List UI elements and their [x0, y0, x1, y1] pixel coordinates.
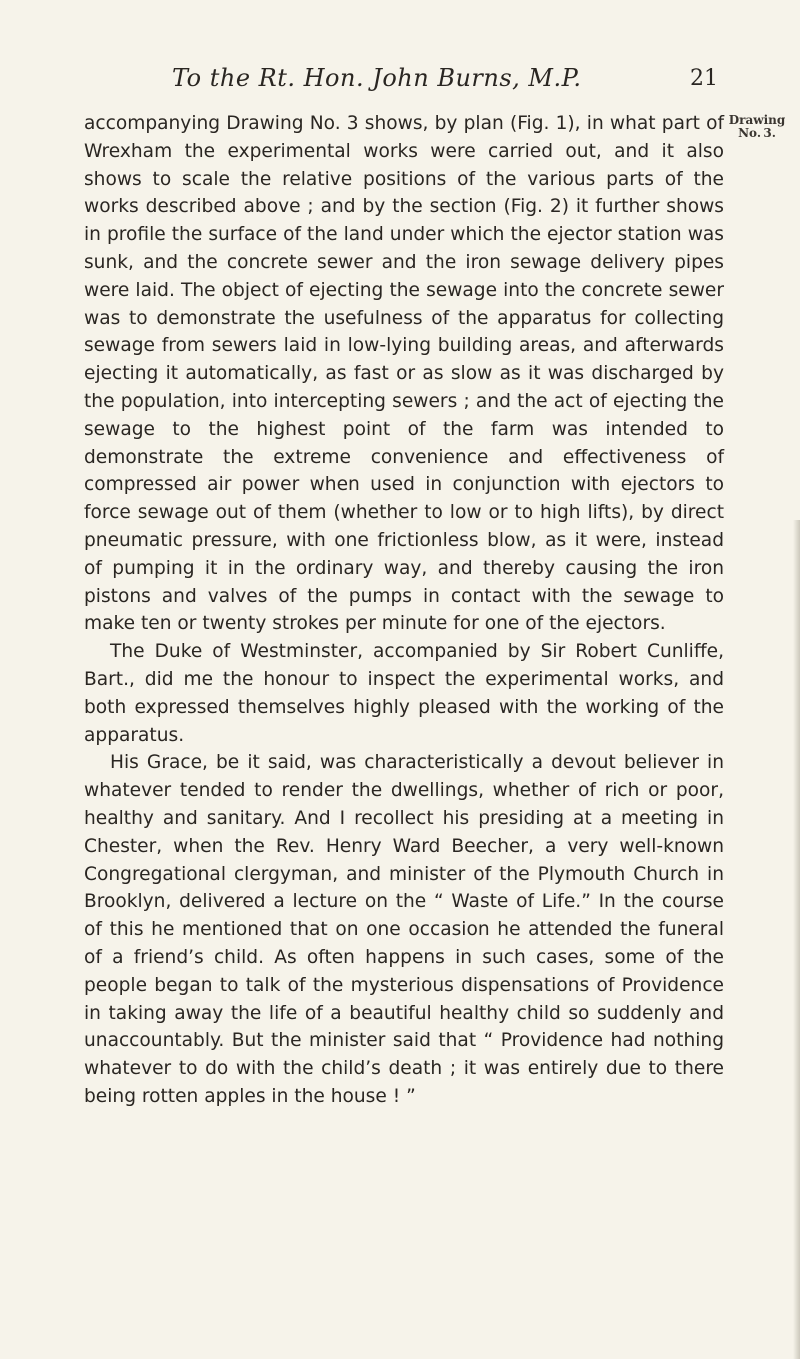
paragraph-duke-visit: The Duke of Westminster, accompanied by Sir Robert Cunliffe, Bart., did me the honour to inspect the experimental works, and both expressed themselves highly pleased with the working of the apparatus. [84, 641, 724, 746]
margin-note-line-1: Drawing [728, 113, 786, 127]
page-number: 21 [690, 66, 718, 91]
paragraph-beecher-anecdote: His Grace, be it said, was characteristically a devout believer in whatever tended to render the dwellings, whether of rich or poor, healthy and sanitary. And I recollect his presiding at a meeting in Chester, when the Rev. Henry Ward Beecher, a very well-known Congregational clergyman, and minister of the Plymouth Church in Brooklyn, delivered a lecture on the “ Waste of Life.” In the course of this he mentioned that on one occasion he attended the funeral of a friend’s child. As often happens in such cases, some of the people began to talk of the mysterious dispensations of Providence in taking away the life of a beautiful healthy child so suddenly and unaccountably. But the minister said that “ Providence had nothing whatever to do with the child’s death ; it was entirely due to there being rotten apples in the house ! ” [84, 752, 724, 1107]
body-text [84, 110, 724, 1111]
page-edge-shadow [793, 520, 800, 1359]
margin-note-line-2: No. 3. [738, 126, 776, 140]
running-head [84, 64, 724, 98]
paragraph-drawing-description: accompanying Drawing No. 3 shows, by plan (Fig. 1), in what part of Wrexham the experimental works were carried out, and it also shows to scale the relative positions of the various parts of the works described above ; and by the section (Fig. 2) it further shows in profile the surface of the land under which the ejector station was sunk, and the concrete sewer and the iron sewage delivery pipes were laid. The object of ejecting the sewage into the concrete sewer was to demonstrate the usefulness of the apparatus for collecting sewage from sewers laid in low-lying building areas, and afterwards ejecting it automatically, as fast or as slow as it was discharged by the population, into intercepting sewers ; and the act of ejecting the sewage to the highest point of the farm was intended to demonstrate the extreme convenience and effectiveness of compressed air power when used in conjunction with ejectors to force sewage out of them (whether to low or to high lifts), by direct pneumatic pressure, with one frictionless blow, as it were, instead of pumping it in the ordinary way, and thereby causing the iron pistons and valves of the pumps in contact with the sewage to make ten or twenty strokes per minute for one of the ejectors. [84, 113, 724, 635]
running-title: To the Rt. Hon. John Burns, M.P. [172, 64, 582, 92]
margin-note [728, 114, 786, 140]
